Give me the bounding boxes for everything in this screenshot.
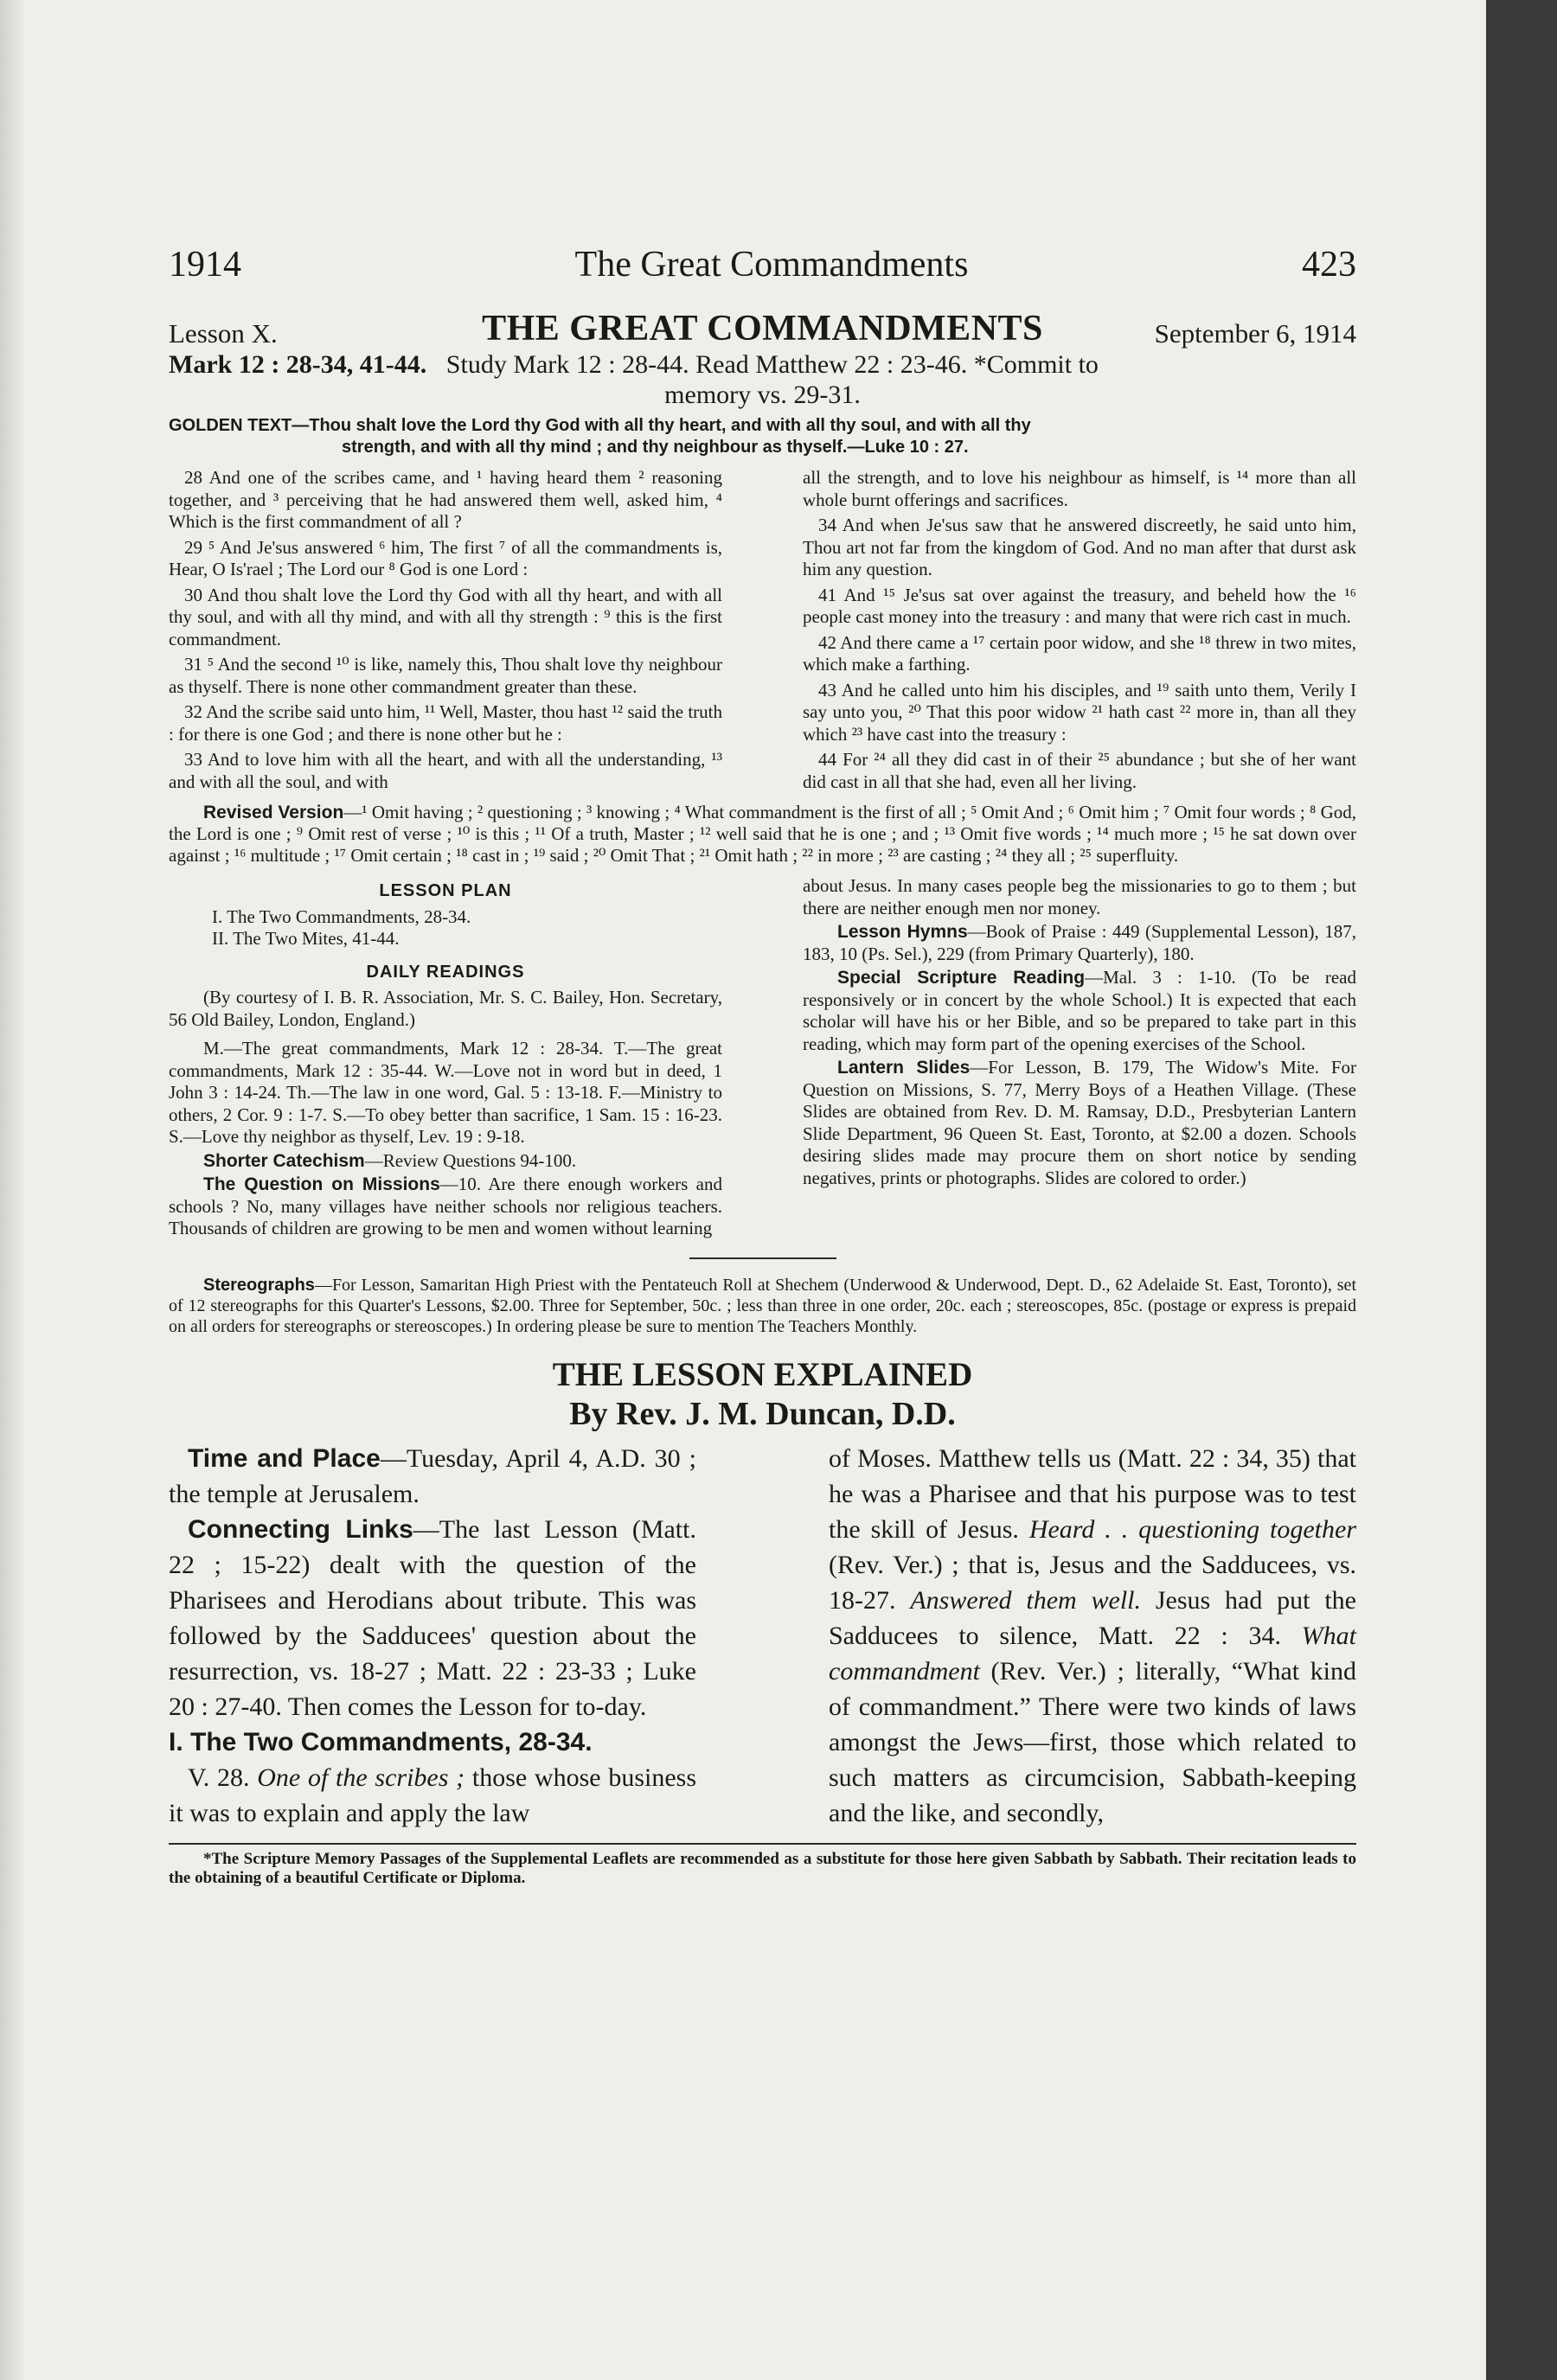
missions-label: The Question on Missions — [203, 1174, 440, 1194]
stereographs-label: Stereographs — [203, 1275, 315, 1295]
golden-text — [169, 415, 1356, 458]
daily-readings-heading: DAILY READINGS — [366, 962, 525, 982]
lantern-slides-text: —For Lesson, B. 179, The Widow's Mite. For Question on Missions, S. 77, Merry Boys of a Heathen Village. (These Slides are obtained from Rev. D. M. Ramsay, D.D., Presbyterian Lantern Slide Department, 96 Queen St. East, Toronto, at $2.00 a dozen. Schools desiring slides made may procure them on short notice by sending negatives, prints or photographs. Slides are colored to order.) — [803, 1057, 1356, 1188]
links-label: Connecting Links — [188, 1514, 413, 1544]
explained-left-column — [169, 1441, 696, 1831]
shorter-catechism — [169, 1150, 722, 1173]
verse: 44 For ²⁴ all they did cast in of their ²⁵ abundance ; but she of her want did cast in all that she had, even all her living. — [803, 749, 1356, 792]
v28-text: those whose business it was to explain and apply the law — [169, 1763, 696, 1827]
scripture-columns — [169, 467, 1356, 797]
page-edge-shadow — [0, 0, 26, 2380]
lantern-slides-label: Lantern Slides — [837, 1058, 971, 1078]
revised-version-label: Revised Version — [203, 803, 344, 822]
question-on-missions — [169, 1174, 722, 1240]
golden-text-line1: GOLDEN TEXT—Thou shalt love the Lord thy God with all thy heart, and with all thy soul, and with all thy — [169, 416, 1031, 435]
lesson-title: THE GREAT COMMANDMENTS — [482, 309, 1043, 349]
verse: 41 And ¹⁵ Je'sus sat over against the treasury, and beheld how the ¹⁶ people cast money into the treasury : and many that were rich cast in much. — [803, 584, 1356, 627]
verse: 29 ⁵ And Je'sus answered ⁶ him, The first ⁷ of all the commandments is, Hear, O Is'rael ; The Lord our ⁸ God is one Lord : — [169, 536, 722, 579]
daily-readings-courtesy: (By courtesy of I. B. R. Association, Mr. S. C. Bailey, Hon. Secretary, 56 Old Bailey, London, England.) — [169, 987, 722, 1030]
lesson-label: Lesson X. — [169, 318, 278, 349]
right-italic-1: Heard . . questioning together — [1028, 1514, 1356, 1544]
running-head-year: 1914 — [169, 245, 241, 285]
page-number: 423 — [1301, 245, 1356, 285]
explained-right-column — [829, 1441, 1356, 1831]
golden-text-line2: strength, and with all thy mind ; and thy neighbour as thyself.—Luke 10 : 27. — [342, 438, 969, 457]
verse: 32 And the scribe said unto him, ¹¹ Well, Master, thou hast ¹² said the truth : for there is one God ; and there is none other but he : — [169, 701, 722, 745]
study-line — [169, 349, 1356, 381]
verse: 42 And there came a ¹⁷ certain poor widow, and she ¹⁸ threw in two mites, which make a farthing. — [803, 631, 1356, 675]
notes-left-column — [169, 875, 722, 1242]
time-and-place — [169, 1441, 696, 1512]
memory-line: memory vs. 29-31. — [664, 381, 861, 409]
right-text-b: (Rev. Ver.) ; that is, Jesus and the Sadducees, vs. 18-27. — [829, 1550, 1356, 1615]
running-head-title: The Great Commandments — [574, 245, 969, 285]
special-scripture-reading — [803, 967, 1356, 1055]
special-reading-text: —Mal. 3 : 1-10. (To be read responsively or in concert by the whole School.) It is expected that each scholar will have his or her Bible, and so be prepared to take part in this reading, which may form part of the opening exercises of the School. — [803, 967, 1357, 1054]
shorter-catechism-label: Shorter Catechism — [203, 1150, 365, 1171]
scripture-right-column — [803, 467, 1356, 797]
verse: 28 And one of the scribes came, and ¹ having heard them ² reasoning together, and ³ perceiving that he had answered them well, asked him, ⁴ Which is the first commandment of all ? — [169, 467, 722, 532]
footnote-divider — [169, 1843, 1356, 1845]
revised-version-text: —¹ Omit having ; ² questioning ; ³ knowing ; ⁴ What commandment is the first of all ; ⁵ Omit And ; ⁶ Omit him ; ⁷ Omit four words ; ⁸ God, the Lord is one ; ⁹ Omit rest of verse ; ¹⁰ is this ; ¹¹ Of a truth, Master ; ¹² well said that he is one ; and ; ¹³ Omit five words ; ¹⁴ much more ; ¹⁵ he sat down over against ; ¹⁶ multitude ; ¹⁷ Omit certain ; ¹⁸ cast in ; ¹⁹ said ; ²⁰ Omit That ; ²¹ Omit hath ; ²² in more ; ²³ are casting ; ²⁴ they all ; ²⁵ superfluity. — [169, 802, 1356, 866]
revised-version — [169, 802, 1356, 867]
right-italic-2: Answered them well. — [910, 1585, 1142, 1615]
verse: 33 And to love him with all the heart, and with all the understanding, ¹³ and with all the soul, and with — [169, 749, 722, 792]
shorter-catechism-text: —Review Questions 94-100. — [364, 1149, 577, 1171]
missions-text: —10. Are there enough workers and schools ? No, many villages have neither schools nor religious teachers. Thousands of children are growing to be men and women without learning — [169, 1174, 722, 1238]
section-divider — [689, 1257, 836, 1259]
right-text-c: Jesus had put the Sadducees to silence, Matt. 22 : 34. — [829, 1585, 1356, 1650]
special-reading-label: Special Scripture Reading — [837, 968, 1086, 988]
study-text: Study Mark 12 : 28-44. Read Matthew 22 : 23-46. *Commit to — [445, 350, 1099, 379]
verse: 34 And when Je'sus saw that he answered discreetly, he said unto him, Thou art not far from the kingdom of God. And no man after that durst ask him any question. — [803, 515, 1356, 579]
scripture-ref: Mark 12 : 28-34, 41-44. — [169, 350, 427, 379]
lesson-hymns — [803, 921, 1356, 965]
verse-28-note — [169, 1760, 696, 1831]
author-byline: By Rev. J. M. Duncan, D.D. — [569, 1395, 956, 1432]
scripture-left-column — [169, 467, 722, 797]
lesson-plan-item: I. The Two Commandments, 28-34. — [212, 905, 471, 927]
lantern-slides — [803, 1057, 1356, 1189]
right-text-d: (Rev. Ver.) ; literally, “What kind of commandment.” There were two kinds of laws amongst the Jews—first, those which related to such matters as circumcision, Sabbath-keeping and the like, and secondly, — [829, 1656, 1356, 1827]
right-text-a: of Moses. Matthew tells us (Matt. 22 : 34, 35) that he was a Pharisee and that his purpose was to test the skill of Jesus. — [829, 1443, 1356, 1544]
right-italic-3: What commandment — [829, 1621, 1356, 1686]
links-text: —The last Lesson (Matt. 22 ; 15-22) dealt with the question of the Pharisees and Herodians about tribute. This was followed by the Sadducees' question about the resurrection, vs. 18-27 ; Matt. 22 : 23-33 ; Luke 20 : 27-40. Then comes the Lesson for to-day. — [169, 1514, 696, 1721]
verse: 30 And thou shalt love the Lord thy God with all thy heart, and with all thy soul, and with all thy mind, and with all thy strength : ⁹ this is the first commandment. — [169, 584, 722, 649]
section-heading: I. The Two Commandments, 28-34. — [169, 1727, 593, 1756]
missions-continued: about Jesus. In many cases people beg the missionaries to go to them ; but there are neither enough men nor money. — [803, 875, 1356, 918]
verse: 43 And he called unto him his disciples, and ¹⁹ saith unto them, Verily I say unto you, ²⁰ That this poor widow ²¹ hath cast ²² more in, than all they which ²³ have cast into the treasury : — [803, 679, 1356, 745]
connecting-links — [169, 1512, 696, 1724]
lesson-explained-heading: THE LESSON EXPLAINED — [552, 1355, 973, 1393]
running-head — [169, 244, 1356, 285]
stereographs — [169, 1275, 1356, 1337]
verse: 31 ⁵ And the second ¹⁰ is like, namely this, Thou shalt love thy neighbour as thyself. There is none other commandment greater than these. — [169, 654, 722, 697]
v28-italic: One of the scribes ; — [257, 1763, 465, 1792]
explained-columns — [169, 1441, 1356, 1831]
lesson-hymns-text: —Book of Praise : 449 (Supplemental Lesson), 187, 183, 10 (Ps. Sel.), 229 (from Primary Quarterly), 180. — [803, 921, 1356, 964]
lesson-header — [169, 310, 1356, 349]
lesson-plan-heading: LESSON PLAN — [379, 881, 512, 900]
explained-right-text — [829, 1441, 1356, 1831]
footnote: *The Scripture Memory Passages of the Supplemental Leaflets are recommended as a substitute for those here given Sabbath by Sabbath. Their recitation leads to the obtaining of a beautiful Certificate or Diploma. — [169, 1849, 1356, 1887]
daily-readings-list: M.—The great commandments, Mark 12 : 28-34. T.—The great commandments, Mark 12 : 35-44. W.—Love not in word but in deed, 1 John 3 : 14-24. Th.—The law in one word, Gal. 5 : 13-18. F.—Ministry to others, 2 Cor. 9 : 1-7. S.—To obey better than sacrifice, 1 Sam. 15 : 16-23. S.—Love thy neighbor as thyself, Lev. 19 : 9-18. — [169, 1038, 722, 1147]
lesson-plan-item: II. The Two Mites, 41-44. — [212, 927, 400, 949]
notes-columns — [169, 875, 1356, 1242]
lesson-hymns-label: Lesson Hymns — [837, 922, 968, 942]
notes-right-column — [803, 875, 1356, 1242]
stereographs-text: —For Lesson, Samaritan High Priest with the Pentateuch Roll at Shechem (Underwood & Underwood, Dept. D., 62 Adelaide St. East, Toronto), set of 12 stereographs for this Quarter's Lessons, $2.00. Three for September, 50c. ; less than three in one order, 20c. each ; stereoscopes, 85c. (postage or express is prepaid on all orders for stereographs or stereoscopes.) In ordering please be sure to mention The Teachers Monthly. — [169, 1275, 1356, 1336]
lesson-date: September 6, 1914 — [1154, 318, 1356, 349]
time-label: Time and Place — [188, 1443, 381, 1473]
verse: all the strength, and to love his neighbour as himself, is ¹⁴ more than all whole burnt offerings and sacrifices. — [803, 467, 1356, 510]
v28-ref: V. 28. — [188, 1763, 258, 1792]
time-text: —Tuesday, April 4, A.D. 30 ; the temple at Jerusalem. — [169, 1443, 696, 1508]
